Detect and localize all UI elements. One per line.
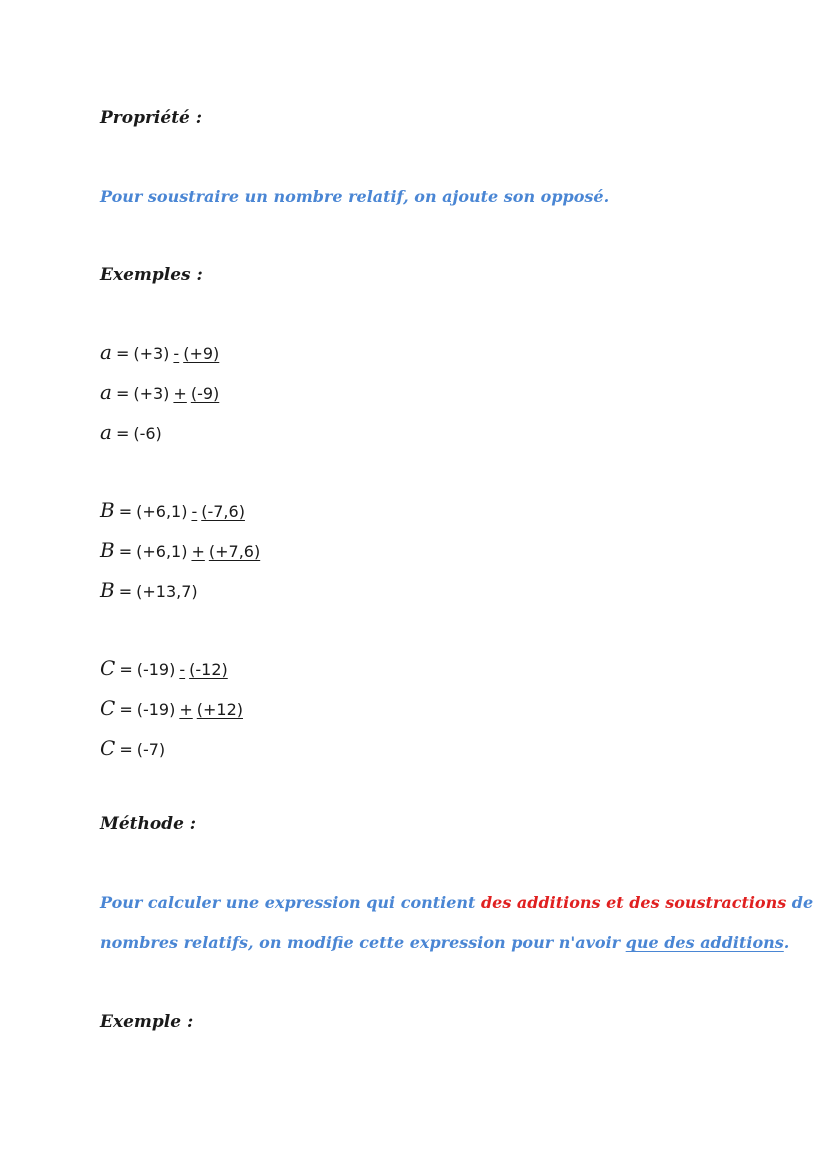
- variable: a: [100, 420, 112, 444]
- operator: -: [191, 502, 198, 521]
- underlined-operation: [173, 384, 223, 403]
- underlined-operation: [173, 344, 223, 363]
- operator: +: [191, 542, 205, 561]
- right-term: (-9): [190, 384, 220, 403]
- underlined-operation: [191, 502, 248, 521]
- methode-line2-underlined: que des additions: [625, 933, 784, 952]
- right-term: (-12): [189, 660, 228, 679]
- left-term: (-19): [136, 660, 176, 679]
- left-term: (+6,1): [136, 542, 188, 561]
- underlined-operation: [179, 700, 247, 719]
- example-c-line-2: [100, 696, 247, 720]
- example-a-line-2: [100, 380, 223, 404]
- right-term: (+9): [183, 344, 220, 363]
- equals-sign: =: [115, 384, 130, 403]
- exemple-heading: Exemple :: [100, 1012, 194, 1032]
- methode-line1-part2: de: [786, 893, 814, 912]
- equals-sign: =: [118, 502, 133, 521]
- methode-line2-part1: nombres relatifs, on modifie cette expression pour n'avoir: [100, 933, 626, 952]
- example-c-line-3: [100, 736, 165, 760]
- operator: +: [179, 700, 193, 719]
- underlined-operation: [191, 542, 264, 561]
- variable: B: [100, 578, 115, 602]
- equals-sign: =: [115, 424, 130, 443]
- equals-sign: =: [118, 582, 133, 601]
- left-term: (-19): [136, 700, 176, 719]
- methode-line2-end: .: [783, 933, 790, 952]
- equals-sign: =: [115, 344, 130, 363]
- variable: C: [100, 736, 116, 760]
- result-term: (+13,7): [136, 582, 198, 601]
- methode-line1-highlight: des additions et des soustractions: [480, 893, 787, 912]
- methode-line1-part1: Pour calculer une expression qui contient: [100, 893, 481, 912]
- methode-heading: Méthode :: [100, 814, 197, 834]
- left-term: (+6,1): [136, 502, 188, 521]
- equals-sign: =: [119, 660, 133, 679]
- left-term: (+3): [133, 344, 170, 363]
- variable: C: [100, 696, 116, 720]
- variable: C: [100, 656, 116, 680]
- right-term: (-7,6): [201, 502, 245, 521]
- example-b-line-3: [100, 578, 198, 602]
- methode-text-line-2: [100, 933, 789, 952]
- left-term: (+3): [133, 384, 170, 403]
- example-a-line-3: [100, 420, 162, 444]
- equals-sign: =: [119, 700, 133, 719]
- example-b-line-2: [100, 538, 264, 562]
- exemples-heading: Exemples :: [100, 265, 203, 285]
- right-term: (+7,6): [208, 542, 261, 561]
- propriete-text: Pour soustraire un nombre relatif, on ajoute son opposé.: [100, 187, 610, 206]
- variable: a: [100, 340, 112, 364]
- operator: +: [173, 384, 187, 403]
- example-c-line-1: [100, 656, 232, 680]
- equals-sign: =: [119, 740, 133, 759]
- underlined-operation: [179, 660, 231, 679]
- right-term: (+12): [196, 700, 243, 719]
- operator: -: [173, 344, 180, 363]
- methode-text-line-1: [100, 893, 813, 912]
- example-b-line-1: [100, 498, 249, 522]
- result-term: (-7): [136, 740, 166, 759]
- variable: B: [100, 538, 115, 562]
- variable: a: [100, 380, 112, 404]
- equals-sign: =: [118, 542, 133, 561]
- variable: B: [100, 498, 115, 522]
- propriete-heading: Propriété :: [100, 108, 203, 128]
- example-a-line-1: [100, 340, 223, 364]
- result-term: (-6): [133, 424, 162, 443]
- operator: -: [179, 660, 186, 679]
